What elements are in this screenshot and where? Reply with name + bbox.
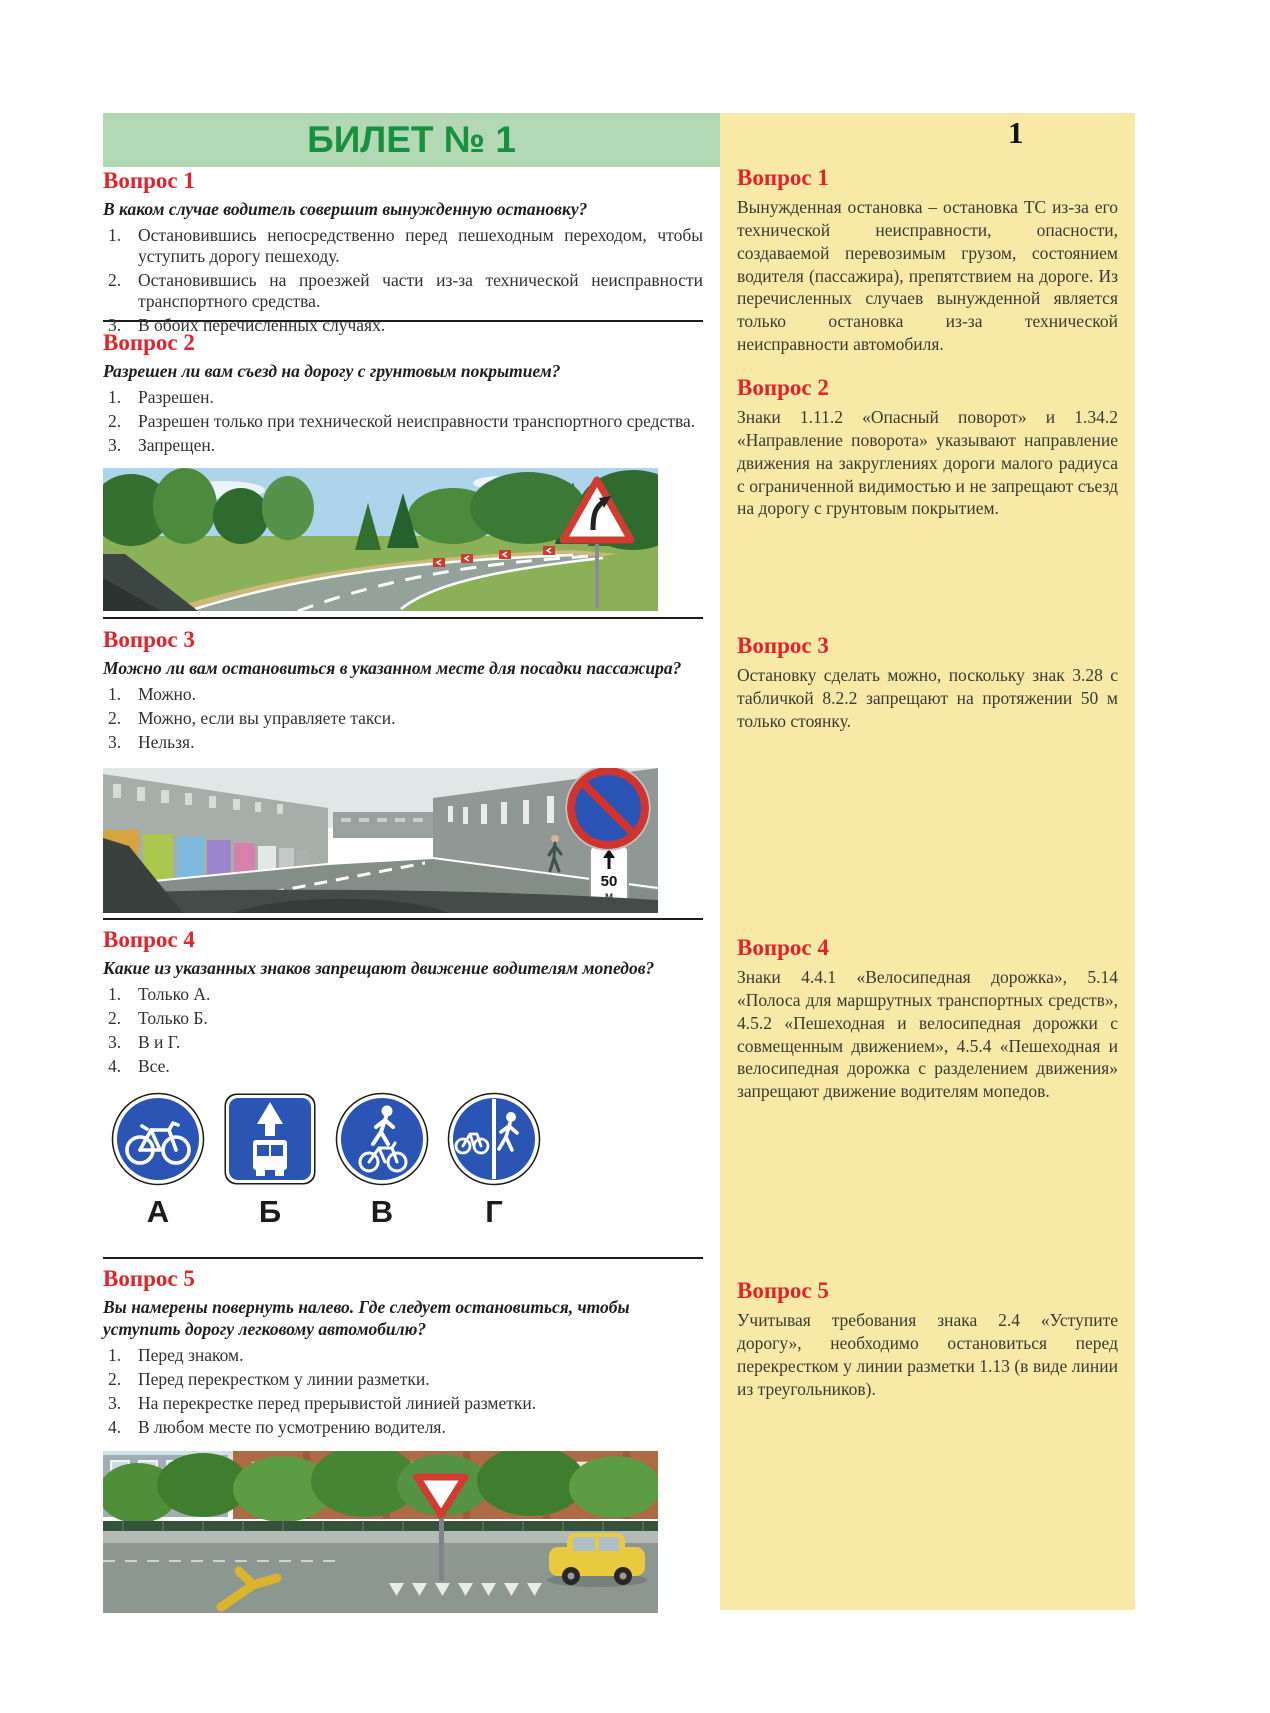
option-number: 2. <box>108 1369 122 1390</box>
option-number: 3. <box>108 732 122 753</box>
option-text: На перекрестке перед прерывистой линией разметки. <box>138 1393 537 1414</box>
fence <box>103 1521 658 1531</box>
option-text: Можно. <box>138 684 197 705</box>
page-number: 1 <box>1008 115 1024 150</box>
option-number: 3. <box>108 1393 122 1414</box>
question-heading: Вопрос 5 <box>103 1266 195 1291</box>
question-heading: Вопрос 1 <box>103 168 195 193</box>
option <box>103 270 703 312</box>
option <box>103 1008 703 1029</box>
option <box>103 1345 703 1366</box>
bicycle-path-sign-icon <box>111 1092 205 1186</box>
answer-block-3 <box>737 633 1118 733</box>
option-number: 3. <box>108 435 122 456</box>
option-text: В любом месте по усмотрению водителя. <box>138 1417 446 1438</box>
ticket-header <box>103 113 720 167</box>
answer-heading: Вопрос 1 <box>737 165 829 190</box>
answer-text: Остановку сделать можно, поскольку знак 3.28 с табличкой 8.2.2 запрещают на протяжении 50 м только стоянку. <box>737 665 1118 731</box>
option-text: Перед знаком. <box>138 1345 244 1366</box>
question-text: Вы намерены повернуть налево. Где следует остановиться, чтобы уступить дорогу легковому автомобилю? <box>103 1297 630 1340</box>
option-text: Только Б. <box>138 1008 208 1029</box>
question-block-5 <box>103 1266 703 1613</box>
question-heading: Вопрос 2 <box>103 330 195 355</box>
option <box>103 1393 703 1414</box>
answer-block-2 <box>737 375 1118 520</box>
sign-label: Б <box>258 1194 282 1230</box>
option <box>103 387 703 408</box>
answer-block-5 <box>737 1278 1118 1400</box>
option <box>103 435 703 456</box>
answer-heading: Вопрос 2 <box>737 375 829 400</box>
option <box>103 411 703 432</box>
question-block-4 <box>103 927 703 1230</box>
answer-text: Знаки 1.11.2 «Опасный поворот» и 1.34.2 «Направление поворота» указывают направление движения на закруглениях дороги малого радиуса с ограниченной видимостью и не запрещают съезд на дорогу с грунтовым покрытием. <box>737 407 1118 519</box>
city-street-scene <box>103 768 658 913</box>
answer-text: Вынужденная остановка – остановка ТС из-за его технической неисправности, опасности, создаваемой перевозимым грузом, состоянием водителя (пассажира), препятствием на дороге. Из перечисленных случаев вынужденной является только остановка из-за технической неисправности автомобиля. <box>737 197 1118 354</box>
option <box>103 732 703 753</box>
option-text: Разрешен. <box>138 387 214 408</box>
option <box>103 1369 703 1390</box>
option <box>103 1417 703 1438</box>
answer-heading: Вопрос 4 <box>737 935 829 960</box>
option <box>103 684 703 705</box>
option-text: Запрещен. <box>138 435 216 456</box>
question-block-2 <box>103 330 703 611</box>
option-number: 1. <box>108 984 122 1005</box>
sign-labels-row <box>103 1194 703 1230</box>
option <box>103 1032 703 1053</box>
option <box>103 225 703 267</box>
divider <box>103 1257 703 1259</box>
option-number: 3. <box>108 1032 122 1053</box>
option-number: 1. <box>108 684 122 705</box>
option-text: В обоих перечисленных случаях. <box>138 315 386 336</box>
option-text: Перед перекрестком у линии разметки. <box>138 1369 430 1390</box>
option <box>103 1056 703 1077</box>
option-number: 4. <box>108 1417 122 1438</box>
question-heading: Вопрос 4 <box>103 927 195 952</box>
question-text: Разрешен ли вам съезд на дорогу с грунтовым покрытием? <box>103 361 561 382</box>
plate-distance: 50 <box>600 873 618 891</box>
question-text: Какие из указанных знаков запрещают движение водителям мопедов? <box>103 958 655 979</box>
sign-label: В <box>370 1194 394 1230</box>
bus-lane-sign-icon <box>223 1092 317 1186</box>
shared-ped-bike-sign-icon <box>335 1092 429 1186</box>
option-text: Разрешен только при технической неисправности транспортного средства. <box>138 411 696 432</box>
traffic-signs-row <box>103 1092 703 1186</box>
option-number: 2. <box>108 708 122 729</box>
option-text: Остановившись непосредственно перед пешеходным переходом, чтобы уступить дорогу пешеходу. <box>138 225 703 267</box>
answer-block-4 <box>737 935 1118 1103</box>
option-number: 1. <box>108 225 122 246</box>
sign-label: Г <box>485 1194 503 1230</box>
option-text: Только А. <box>138 984 211 1005</box>
answer-heading: Вопрос 5 <box>737 1278 829 1303</box>
answers-panel <box>720 113 1135 1610</box>
answer-heading: Вопрос 3 <box>737 633 829 658</box>
option-number: 3. <box>108 315 122 336</box>
sign-label: А <box>146 1194 170 1230</box>
answer-text: Учитывая требования знака 2.4 «Уступите дорогу», необходимо остановиться перед перекрестком у линии разметки 1.13 (в виде линии из треугольников). <box>737 1310 1118 1399</box>
option-number: 1. <box>108 1345 122 1366</box>
divider <box>103 617 703 619</box>
option-text: Нельзя. <box>138 732 195 753</box>
answer-block-1 <box>737 165 1118 356</box>
option-number: 4. <box>108 1056 122 1077</box>
divided-ped-bike-sign-icon <box>447 1092 541 1186</box>
question-heading: Вопрос 3 <box>103 627 195 652</box>
ticket-title: БИЛЕТ № 1 <box>307 119 516 160</box>
road-curve-scene <box>103 468 658 611</box>
option-text: В и Г. <box>138 1032 181 1053</box>
divider <box>103 918 703 920</box>
question-block-3 <box>103 627 703 913</box>
option-number: 2. <box>108 411 122 432</box>
answer-text: Знаки 4.4.1 «Велосипедная дорожка», 5.14 «Полоса для маршрутных транспортных средств», 4.5.2 «Пешеходная и велосипедная дорожки с совмещенным движением», 4.5.4 «Пешеходная и велосипедная дорожка с разделением движения» запрещают движение водителям мопедов. <box>737 967 1118 1102</box>
option-number: 1. <box>108 387 122 408</box>
intersection-scene <box>103 1451 658 1613</box>
question-text: В каком случае водитель совершит вынужденную остановку? <box>103 199 588 220</box>
question-text: Можно ли вам остановиться в указанном месте для посадки пассажира? <box>103 658 682 679</box>
option-number: 2. <box>108 270 122 291</box>
option <box>103 708 703 729</box>
option-text: Можно, если вы управляете такси. <box>138 708 396 729</box>
option-number: 2. <box>108 1008 122 1029</box>
question-block-1 <box>103 168 703 339</box>
option-text: Остановившись на проезжей части из-за технической неисправности транспортного средства. <box>138 270 703 312</box>
option <box>103 984 703 1005</box>
plate-unit: м <box>604 889 614 904</box>
option-text: Все. <box>138 1056 170 1077</box>
